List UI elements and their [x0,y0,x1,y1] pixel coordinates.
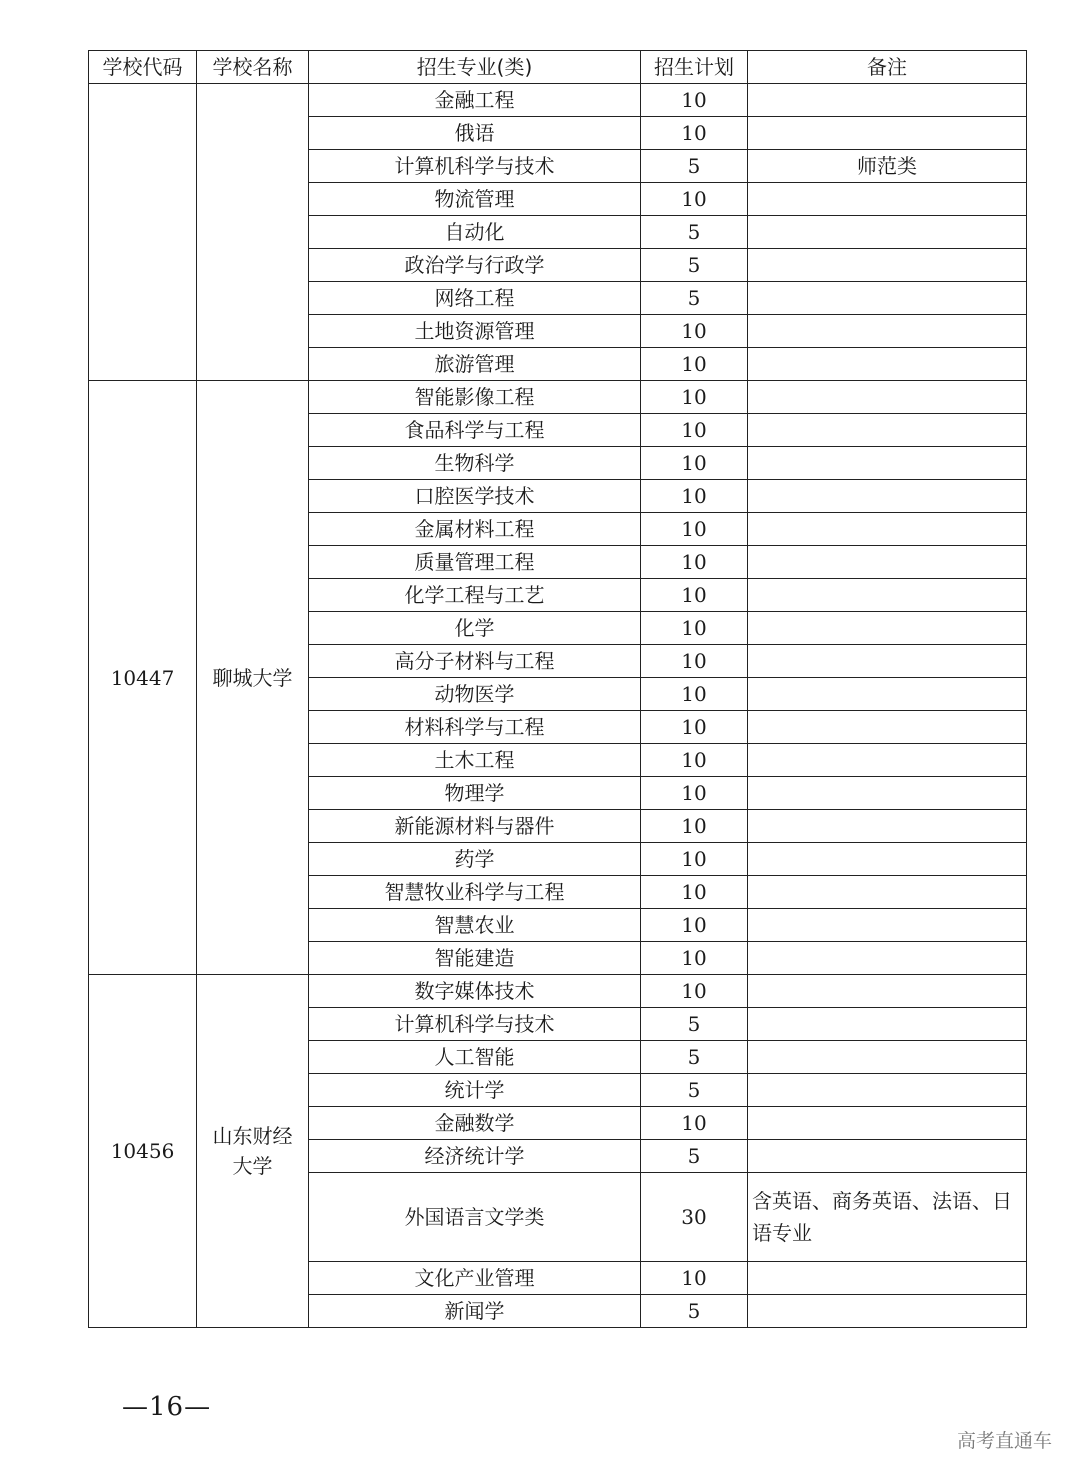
major-cell: 新闻学 [309,1295,641,1328]
header-school-name: 学校名称 [197,51,309,84]
major-cell: 统计学 [309,1074,641,1107]
major-cell: 金融数学 [309,1107,641,1140]
note-cell [748,546,1027,579]
note-cell [748,513,1027,546]
header-note: 备注 [748,51,1027,84]
plan-cell: 10 [641,678,748,711]
note-cell [748,579,1027,612]
plan-cell: 5 [641,1008,748,1041]
major-cell: 旅游管理 [309,348,641,381]
note-cell [748,414,1027,447]
note-cell [748,942,1027,975]
note-cell [748,810,1027,843]
major-cell: 金属材料工程 [309,513,641,546]
note-cell [748,1262,1027,1295]
major-cell: 文化产业管理 [309,1262,641,1295]
note-cell [748,1008,1027,1041]
major-cell: 口腔医学技术 [309,480,641,513]
plan-cell: 10 [641,1262,748,1295]
plan-cell: 10 [641,744,748,777]
note-cell [748,1074,1027,1107]
major-cell: 智能建造 [309,942,641,975]
major-cell: 材料科学与工程 [309,711,641,744]
major-cell: 数字媒体技术 [309,975,641,1008]
note-cell [748,876,1027,909]
note-cell [748,117,1027,150]
major-cell: 金融工程 [309,84,641,117]
major-cell: 新能源材料与器件 [309,810,641,843]
school-code-cell: 10456 [89,975,197,1328]
table-row [89,84,1027,117]
plan-cell: 5 [641,249,748,282]
header-plan: 招生计划 [641,51,748,84]
school-name-line1: 山东财经 [212,1124,293,1148]
plan-cell: 10 [641,579,748,612]
major-cell: 智慧农业 [309,909,641,942]
major-cell: 土木工程 [309,744,641,777]
major-cell: 化学 [309,612,641,645]
major-cell: 计算机科学与技术 [309,1008,641,1041]
table-row [89,975,1027,1008]
school-code-cell [89,84,197,381]
school-name-cell [197,975,309,1328]
plan-cell: 5 [641,1140,748,1173]
plan-cell: 10 [641,942,748,975]
note-cell [748,447,1027,480]
note-cell [748,711,1027,744]
note-cell [748,1140,1027,1173]
major-cell: 政治学与行政学 [309,249,641,282]
plan-cell: 10 [641,612,748,645]
note-cell [748,1041,1027,1074]
plan-cell: 10 [641,1107,748,1140]
major-cell: 计算机科学与技术 [309,150,641,183]
enrollment-plan-table [88,50,1027,1328]
major-cell: 高分子材料与工程 [309,645,641,678]
plan-cell: 5 [641,282,748,315]
plan-cell: 10 [641,843,748,876]
plan-cell: 10 [641,810,748,843]
note-cell [748,645,1027,678]
plan-cell: 10 [641,414,748,447]
table-row [89,381,1027,414]
note-cell [748,282,1027,315]
major-cell: 俄语 [309,117,641,150]
plan-cell: 10 [641,447,748,480]
plan-cell: 10 [641,909,748,942]
plan-cell: 5 [641,216,748,249]
note-cell [748,183,1027,216]
header-major: 招生专业(类) [309,51,641,84]
plan-cell: 10 [641,183,748,216]
note-cell: 含英语、商务英语、法语、日语专业 [748,1173,1027,1262]
plan-cell: 10 [641,777,748,810]
major-cell: 智慧牧业科学与工程 [309,876,641,909]
note-cell [748,84,1027,117]
note-cell [748,1295,1027,1328]
school-code-cell: 10447 [89,381,197,975]
plan-cell: 5 [641,1041,748,1074]
major-cell: 经济统计学 [309,1140,641,1173]
note-cell [748,909,1027,942]
watermark: 高考直通车 [956,1430,1052,1452]
major-cell: 食品科学与工程 [309,414,641,447]
note-cell [748,480,1027,513]
plan-cell: 10 [641,711,748,744]
major-cell: 人工智能 [309,1041,641,1074]
plan-cell: 10 [641,117,748,150]
note-cell [748,843,1027,876]
note-cell [748,381,1027,414]
plan-cell: 10 [641,315,748,348]
note-cell [748,744,1027,777]
header-school-code: 学校代码 [89,51,197,84]
school-name-cell [197,84,309,381]
major-cell: 土地资源管理 [309,315,641,348]
plan-cell: 10 [641,348,748,381]
plan-cell: 10 [641,876,748,909]
major-cell: 物理学 [309,777,641,810]
note-cell [748,975,1027,1008]
school-name-cell: 聊城大学 [197,381,309,975]
plan-cell: 10 [641,513,748,546]
note-cell [748,315,1027,348]
note-cell [748,777,1027,810]
plan-cell: 5 [641,1074,748,1107]
plan-cell: 10 [641,84,748,117]
major-cell: 外国语言文学类 [309,1173,641,1262]
table-header-row [89,51,1027,84]
plan-cell: 10 [641,480,748,513]
major-cell: 智能影像工程 [309,381,641,414]
school-name-line2: 大学 [232,1154,273,1178]
major-cell: 网络工程 [309,282,641,315]
plan-cell: 30 [641,1173,748,1262]
plan-cell: 10 [641,546,748,579]
note-cell [748,249,1027,282]
note-cell [748,678,1027,711]
plan-cell: 10 [641,645,748,678]
major-cell: 药学 [309,843,641,876]
note-cell [748,612,1027,645]
note-cell: 师范类 [748,150,1027,183]
note-cell [748,348,1027,381]
note-cell [748,216,1027,249]
plan-cell: 10 [641,381,748,414]
major-cell: 自动化 [309,216,641,249]
major-cell: 生物科学 [309,447,641,480]
major-cell: 物流管理 [309,183,641,216]
note-cell [748,1107,1027,1140]
plan-cell: 5 [641,150,748,183]
major-cell: 化学工程与工艺 [309,579,641,612]
plan-cell: 5 [641,1295,748,1328]
major-cell: 动物医学 [309,678,641,711]
page-number: —16— [122,1392,212,1422]
plan-cell: 10 [641,975,748,1008]
major-cell: 质量管理工程 [309,546,641,579]
